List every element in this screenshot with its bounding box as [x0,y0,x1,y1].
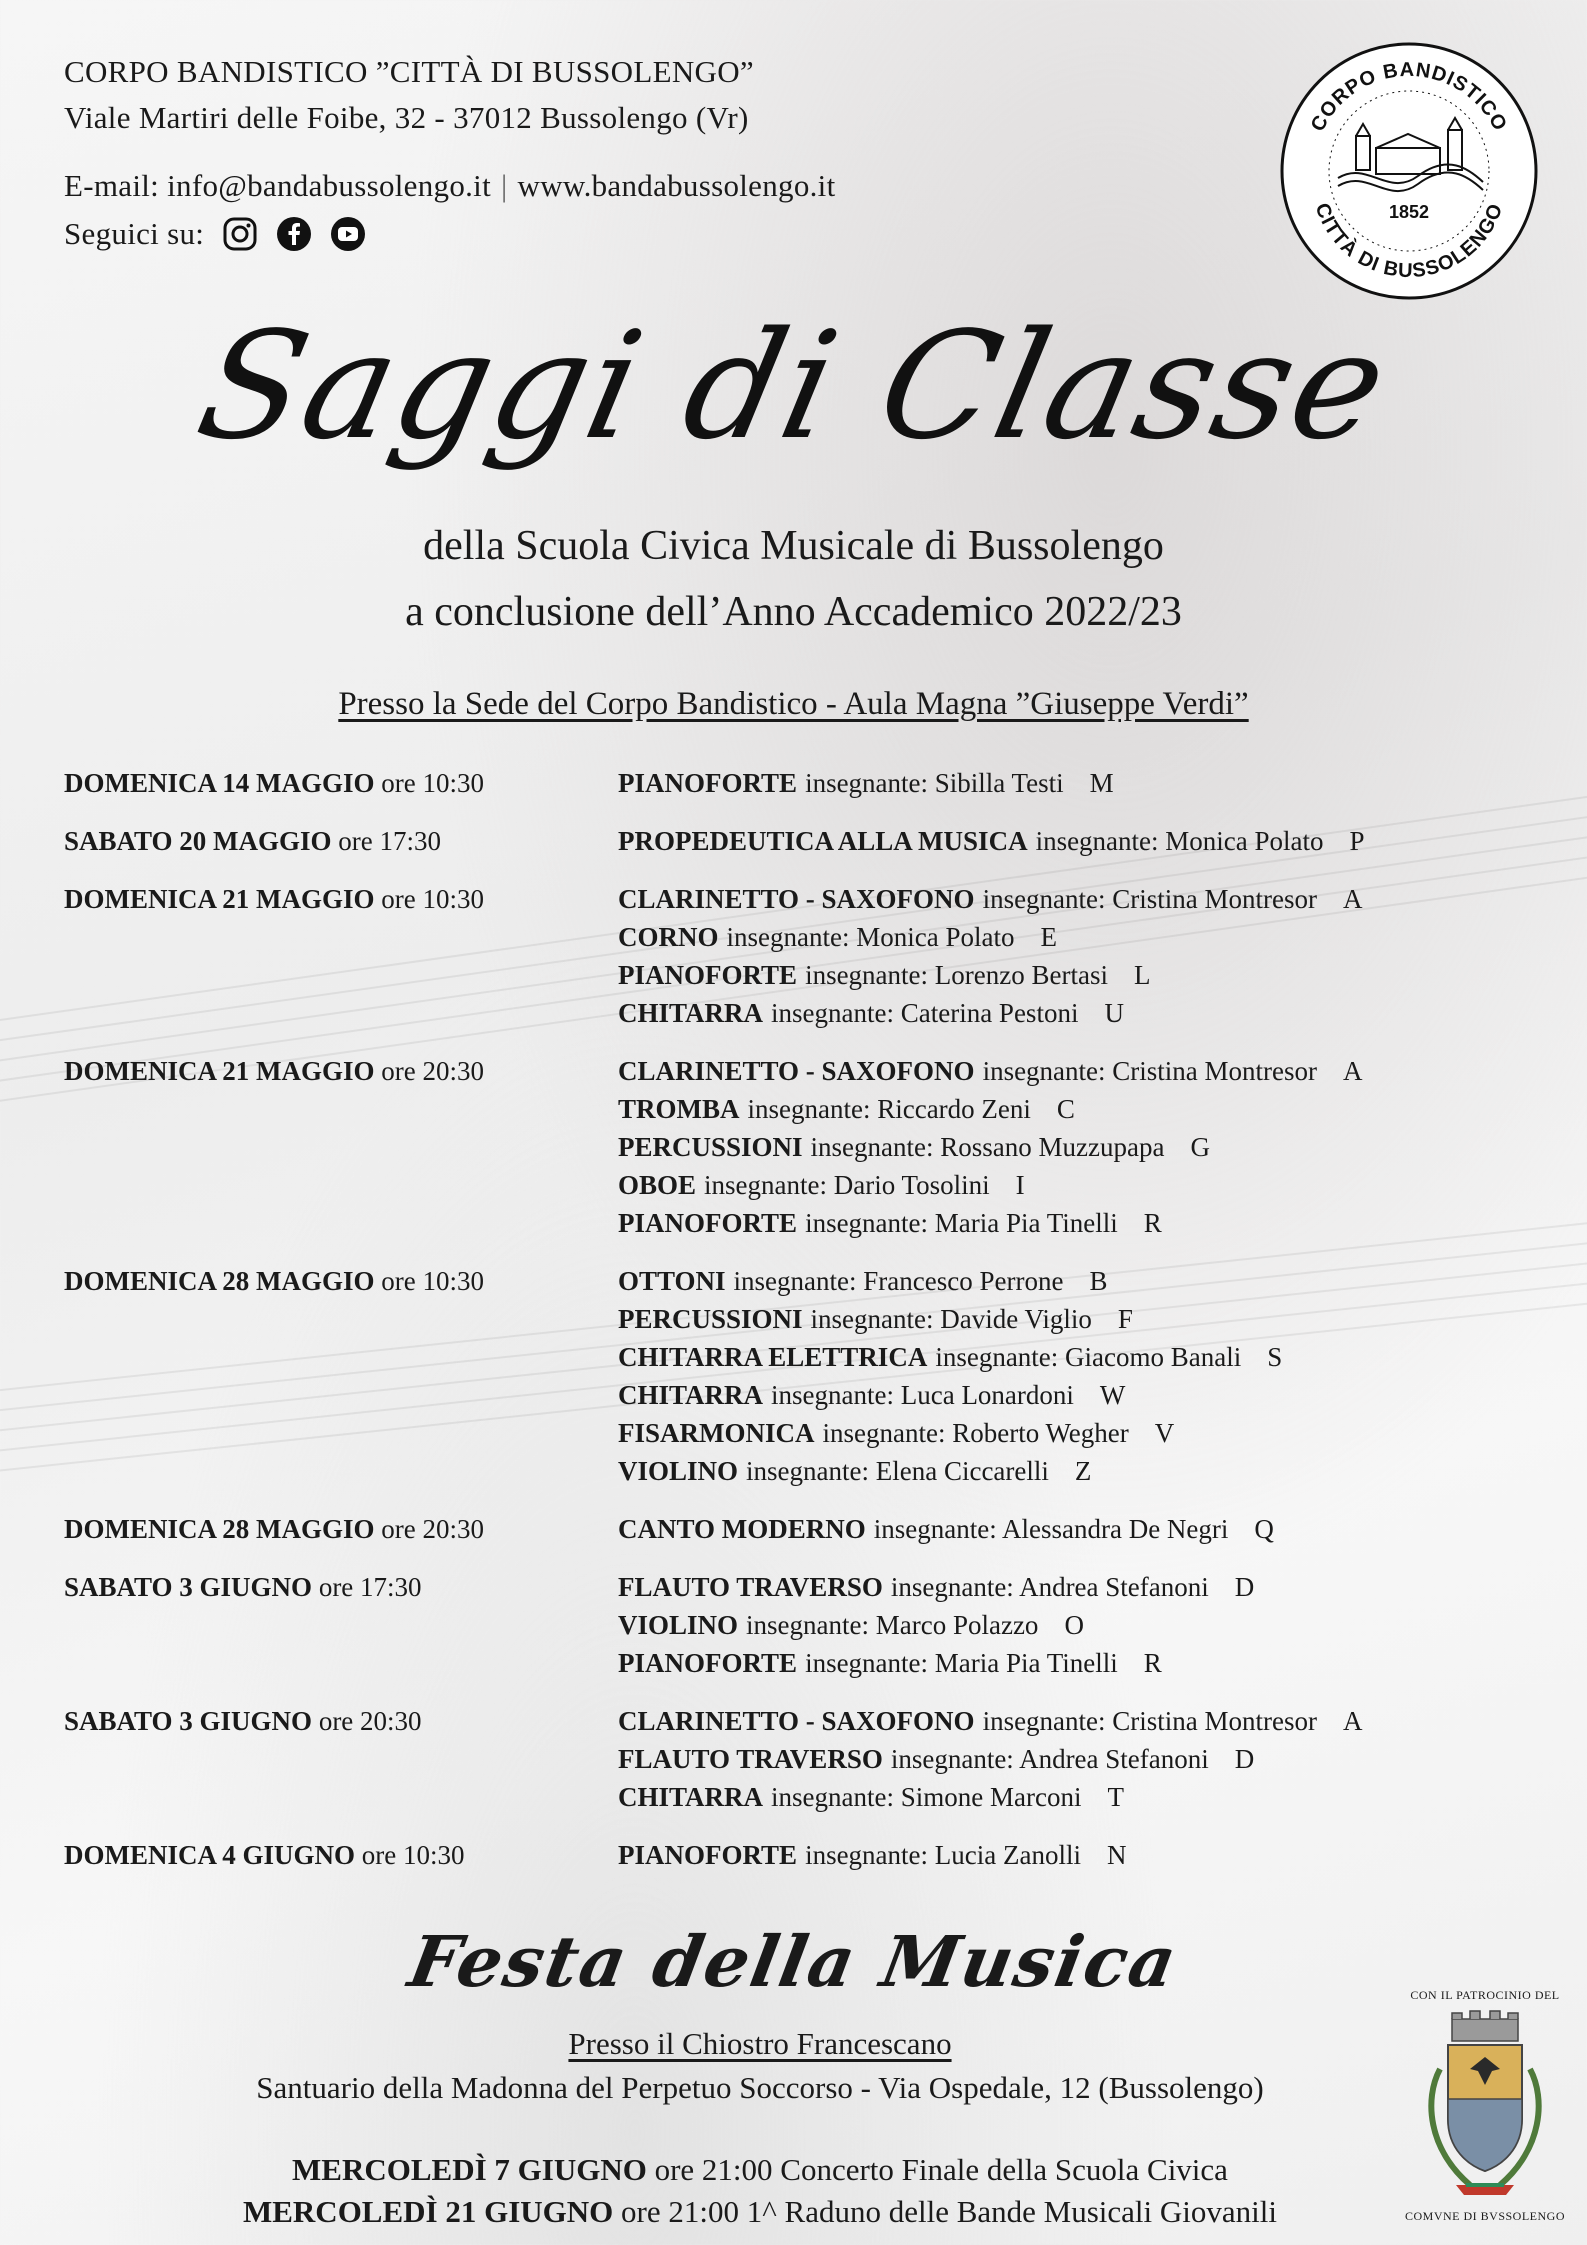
course-item [618,1166,1484,1204]
schedule-time: ore 10:30 [381,1266,484,1296]
course-teacher: insegnante: Rossano Muzzupapa [810,1132,1165,1162]
course-teacher: insegnante: Luca Lonardoni [771,1380,1074,1410]
instagram-icon[interactable] [222,216,258,252]
schedule-day: DOMENICA 21 MAGGIO [64,1056,375,1086]
course-code: F [1117,1304,1133,1334]
event-details: ore 21:00 1^ Raduno delle Bande Musicali Giovanili [621,2194,1277,2229]
course-item [618,822,1484,860]
course-instrument: PROPEDEUTICA ALLA MUSICA [618,826,1028,856]
course-teacher: insegnante: Lorenzo Bertasi [805,960,1108,990]
course-item [618,1606,1484,1644]
course-code: B [1089,1266,1108,1296]
event-day: MERCOLEDÌ 7 GIUGNO [292,2152,647,2187]
schedule-time: ore 20:30 [318,1706,422,1736]
schedule-row [64,764,1484,802]
course-item [618,1452,1484,1490]
course-code: R [1143,1648,1162,1678]
course-teacher: insegnante: Sibilla Testi [805,768,1064,798]
schedule-row [64,1052,1484,1242]
schedule-day: SABATO 20 MAGGIO [64,826,332,856]
course-teacher: insegnante: Caterina Pestoni [771,998,1079,1028]
schedule-date [64,822,618,860]
schedule-list [64,764,1484,1894]
course-list [618,1836,1484,1874]
schedule-day: DOMENICA 28 MAGGIO [64,1514,375,1544]
schedule-date [64,764,618,802]
course-instrument: CLARINETTO - SAXOFONO [618,1056,975,1086]
schedule-date [64,1836,618,1874]
course-instrument: OBOE [618,1170,697,1200]
course-item [618,1568,1484,1606]
course-item [618,1740,1484,1778]
festa-address: Santuario della Madonna del Perpetuo Soccorso - Via Ospedale, 12 (Bussolengo) [256,2070,1264,2105]
course-item [618,1702,1484,1740]
schedule-date [64,1568,618,1682]
course-code: C [1056,1094,1075,1124]
course-list [618,880,1484,1032]
course-instrument: CHITARRA ELETTRICA [618,1342,928,1372]
course-instrument: FLAUTO TRAVERSO [618,1744,883,1774]
course-teacher: insegnante: Monica Polato [1035,826,1324,856]
schedule-day: DOMENICA 21 MAGGIO [64,884,375,914]
course-item [618,1836,1484,1874]
course-item [618,1204,1484,1242]
course-teacher: insegnante: Cristina Montresor [982,884,1318,914]
course-item [618,1414,1484,1452]
course-instrument: TROMBA [618,1094,740,1124]
band-logo [1278,40,1540,302]
course-item [618,918,1484,956]
course-item [618,1262,1484,1300]
course-instrument: CHITARRA [618,998,764,1028]
course-code: A [1343,1706,1363,1736]
course-teacher: insegnante: Maria Pia Tinelli [805,1208,1118,1238]
course-code: V [1154,1418,1175,1448]
festa-venue: Presso il Chiostro Francescano [568,2026,952,2061]
schedule-day: SABATO 3 GIUGNO [64,1706,313,1736]
course-list [618,1510,1484,1548]
course-code: M [1089,768,1114,798]
patronage-municipality: COMVNE DI BVSSOLENGO [1404,2209,1565,2223]
event-day: MERCOLEDÌ 21 GIUGNO [242,2194,614,2229]
org-name: CORPO BANDISTICO ”CITTÀ DI BUSSOLENGO” [64,54,754,89]
festa-event [0,2194,1520,2230]
course-code: G [1190,1132,1210,1162]
schedule-day: DOMENICA 14 MAGGIO [64,768,375,798]
course-instrument: CLARINETTO - SAXOFONO [618,1706,975,1736]
course-instrument: VIOLINO [618,1610,739,1640]
schedule-row [64,1262,1484,1490]
schedule-row [64,880,1484,1032]
email-link[interactable]: E-mail: info@bandabussolengo.it [64,168,491,203]
schedule-date [64,1702,618,1816]
course-code: U [1104,998,1124,1028]
course-teacher: insegnante: Giacomo Banali [935,1342,1242,1372]
course-instrument: FLAUTO TRAVERSO [618,1572,883,1602]
course-item [618,1644,1484,1682]
course-code: E [1040,922,1057,952]
logo-top-text: CORPO BANDISTICO [1306,58,1512,136]
course-list [618,764,1484,802]
course-teacher: insegnante: Lucia Zanolli [805,1840,1081,1870]
logo-bottom-text: CITTÀ DI BUSSOLENGO [1310,200,1508,283]
course-instrument: CHITARRA [618,1782,764,1812]
contact-line [64,168,836,204]
course-teacher: insegnante: Maria Pia Tinelli [805,1648,1118,1678]
course-teacher: insegnante: Davide Viglio [810,1304,1092,1334]
schedule-time: ore 17:30 [318,1572,422,1602]
course-teacher: insegnante: Alessandra De Negri [873,1514,1229,1544]
festa-title: Festa della Musica [402,1920,1185,2003]
course-code: O [1064,1610,1084,1640]
course-instrument: VIOLINO [618,1456,739,1486]
course-instrument: PIANOFORTE [618,1840,798,1870]
course-code: N [1106,1840,1127,1870]
course-instrument: CHITARRA [618,1380,764,1410]
course-teacher: insegnante: Elena Ciccarelli [746,1456,1049,1486]
course-item [618,880,1484,918]
course-teacher: insegnante: Roberto Wegher [822,1418,1129,1448]
course-code: A [1343,884,1363,914]
course-instrument: PIANOFORTE [618,960,798,990]
course-instrument: PIANOFORTE [618,768,798,798]
course-teacher: insegnante: Cristina Montresor [982,1056,1318,1086]
course-list [618,1052,1484,1242]
schedule-time: ore 10:30 [381,768,484,798]
course-code: P [1349,826,1365,856]
subtitle-line-1: della Scuola Civica Musicale di Bussolengo [423,523,1164,569]
website-link[interactable]: www.bandabussolengo.it [517,168,836,203]
event-details: ore 21:00 Concerto Finale della Scuola Civica [654,2152,1228,2187]
course-code: I [1015,1170,1025,1200]
course-list [618,1262,1484,1490]
course-code: D [1234,1744,1255,1774]
course-code: L [1133,960,1151,990]
schedule-row [64,822,1484,860]
course-list [618,1702,1484,1816]
contact-separator: | [501,168,508,203]
municipal-crest-icon [1410,2009,1560,2205]
course-item [618,1778,1484,1816]
course-code: R [1143,1208,1162,1238]
venue-line: Presso la Sede del Corpo Bandistico - Aula Magna ”Giuseppe Verdi” [338,686,1249,722]
course-item [618,1300,1484,1338]
schedule-day: SABATO 3 GIUGNO [64,1572,313,1602]
course-teacher: insegnante: Andrea Stefanoni [890,1572,1209,1602]
follow-label: Seguici su: [64,216,205,251]
schedule-time: ore 17:30 [338,826,442,856]
page-title: Saggi di Classe [184,300,1403,472]
course-teacher: insegnante: Francesco Perrone [733,1266,1064,1296]
course-item [618,1052,1484,1090]
course-instrument: PERCUSSIONI [618,1132,803,1162]
course-code: Z [1074,1456,1092,1486]
course-instrument: PIANOFORTE [618,1648,798,1678]
course-item [618,1338,1484,1376]
course-teacher: insegnante: Simone Marconi [771,1782,1082,1812]
course-item [618,994,1484,1032]
subtitle-line-2: a conclusione dell’Anno Accademico 2022/23 [405,589,1182,635]
festa-event [0,2152,1520,2188]
schedule-date [64,1262,618,1490]
schedule-day: DOMENICA 4 GIUGNO [64,1840,356,1870]
facebook-icon[interactable] [276,216,312,252]
schedule-date [64,1052,618,1242]
course-instrument: FISARMONICA [618,1418,815,1448]
course-instrument: CORNO [618,922,719,952]
course-item [618,1376,1484,1414]
course-teacher: insegnante: Monica Polato [726,922,1015,952]
course-teacher: insegnante: Dario Tosolini [704,1170,990,1200]
schedule-date [64,1510,618,1548]
course-code: Q [1254,1514,1274,1544]
schedule-date [64,880,618,1032]
course-list [618,822,1484,860]
course-instrument: PIANOFORTE [618,1208,798,1238]
youtube-icon[interactable] [330,216,366,252]
course-code: D [1234,1572,1255,1602]
schedule-row [64,1702,1484,1816]
course-item [618,1128,1484,1166]
course-item [618,1510,1484,1548]
patronage-label: CON IL PATROCINIO DEL [1410,1988,1560,2002]
course-code: S [1267,1342,1283,1372]
schedule-day: DOMENICA 28 MAGGIO [64,1266,375,1296]
course-teacher: insegnante: Cristina Montresor [982,1706,1318,1736]
schedule-time: ore 20:30 [381,1056,484,1086]
logo-year: 1852 [1388,202,1430,222]
course-item [618,1090,1484,1128]
course-code: A [1343,1056,1363,1086]
course-teacher: insegnante: Riccardo Zeni [747,1094,1031,1124]
course-instrument: CANTO MODERNO [618,1514,866,1544]
course-item [618,764,1484,802]
course-instrument: OTTONI [618,1266,726,1296]
course-teacher: insegnante: Andrea Stefanoni [890,1744,1209,1774]
org-address: Viale Martiri delle Foibe, 32 - 37012 Bussolengo (Vr) [64,100,749,135]
schedule-row [64,1836,1484,1874]
schedule-time: ore 10:30 [361,1840,465,1870]
course-instrument: PERCUSSIONI [618,1304,803,1334]
social-row [64,216,366,252]
course-item [618,956,1484,994]
schedule-row [64,1568,1484,1682]
course-instrument: CLARINETTO - SAXOFONO [618,884,975,914]
course-list [618,1568,1484,1682]
patronage-block [1400,1988,1570,2224]
schedule-row [64,1510,1484,1548]
course-code: T [1107,1782,1124,1812]
schedule-time: ore 20:30 [381,1514,484,1544]
course-teacher: insegnante: Marco Polazzo [746,1610,1039,1640]
schedule-time: ore 10:30 [381,884,484,914]
course-code: W [1099,1380,1126,1410]
